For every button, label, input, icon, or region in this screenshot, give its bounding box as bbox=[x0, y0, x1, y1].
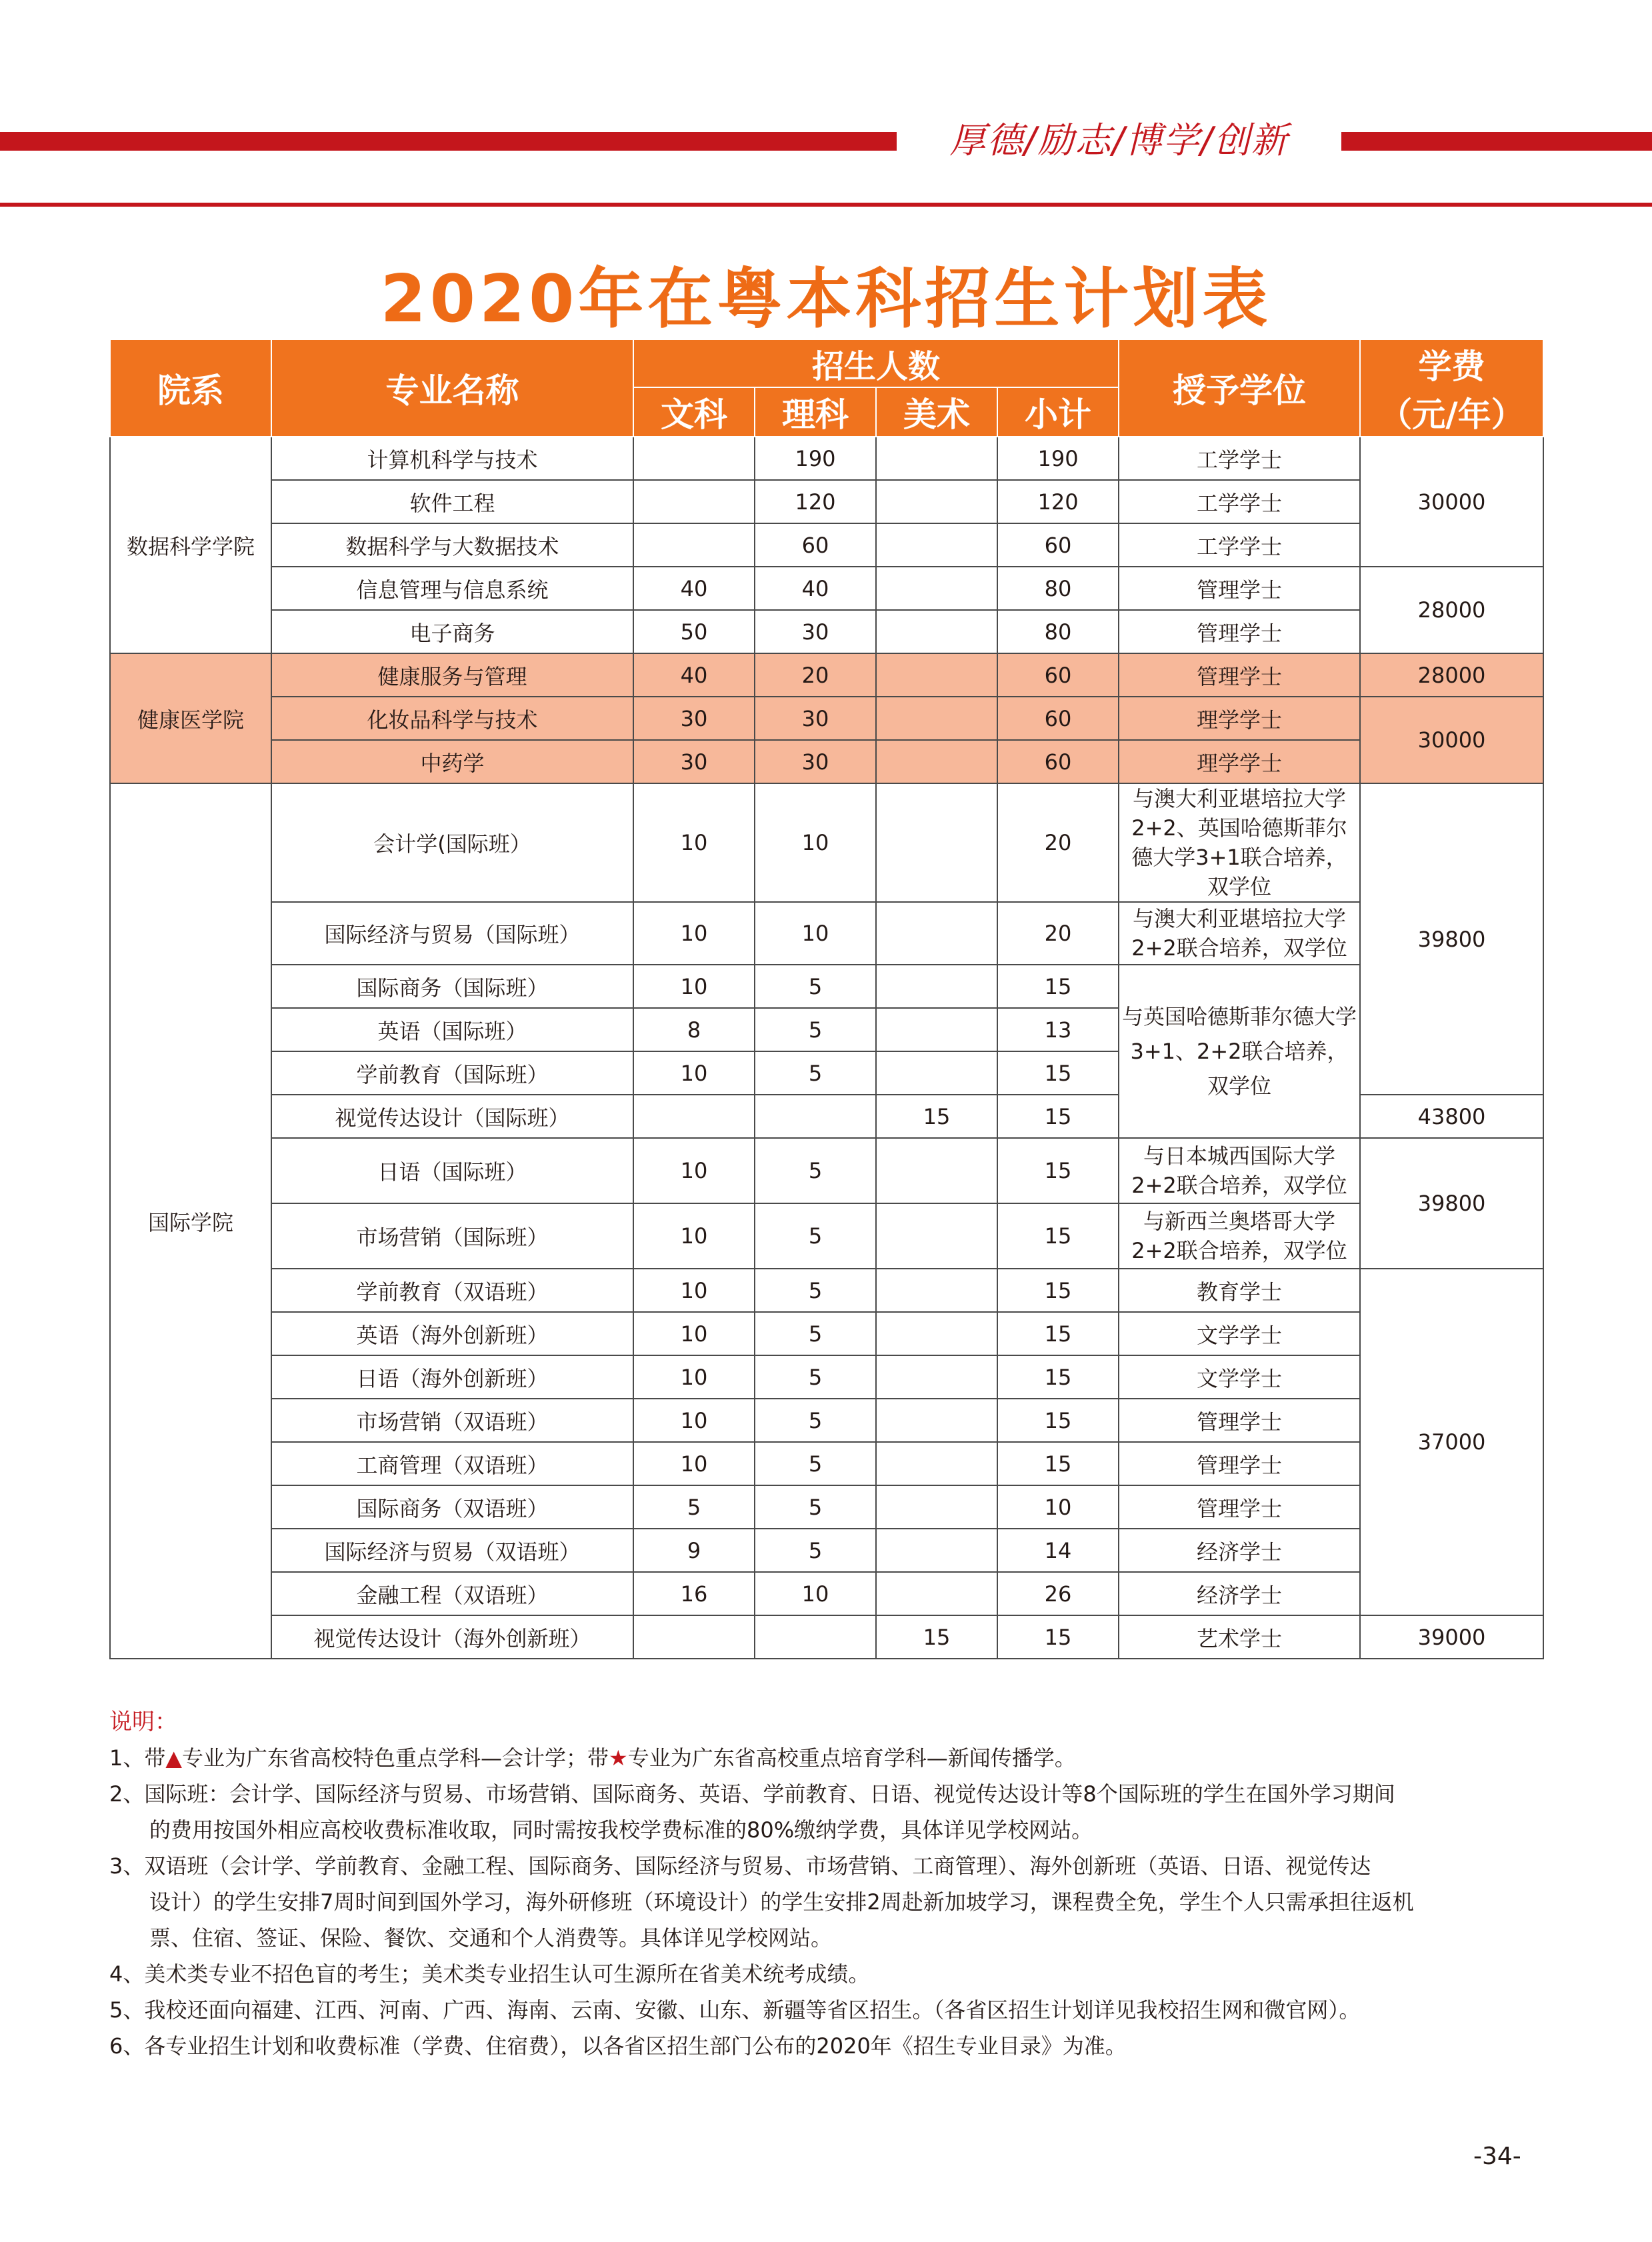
fine-arts-cell: 15 bbox=[876, 1615, 997, 1659]
table-row bbox=[110, 437, 1543, 480]
fine-arts-cell bbox=[876, 740, 997, 783]
subtotal-cell: 13 bbox=[997, 1008, 1119, 1051]
fine-arts-cell bbox=[876, 437, 997, 480]
arts-cell bbox=[633, 1095, 755, 1138]
arts-cell: 8 bbox=[633, 1008, 755, 1051]
arts-cell: 10 bbox=[633, 965, 755, 1008]
degree-cell: 与澳大利亚堪培拉大学2+2、英国哈德斯菲尔德大学3+1联合培养，双学位 bbox=[1119, 783, 1360, 902]
note-3-line-2: 设计）的学生安排7周时间到国外学习，海外研修班（环境设计）的学生安排2周赴新加坡学习，课程费全免，学生个人只需承担往返机 bbox=[149, 1889, 1414, 1915]
major-cell: 英语（国际班） bbox=[271, 1008, 633, 1051]
major-cell: 学前教育（双语班） bbox=[271, 1269, 633, 1312]
fine-arts-cell bbox=[876, 1355, 997, 1399]
header-degree: 授予学位 bbox=[1119, 339, 1360, 437]
arts-cell: 9 bbox=[633, 1529, 755, 1572]
subtotal-cell: 60 bbox=[997, 740, 1119, 783]
fine-arts-cell bbox=[876, 1203, 997, 1269]
arts-cell: 30 bbox=[633, 740, 755, 783]
tuition-cell: 28000 bbox=[1360, 653, 1543, 697]
arts-cell: 10 bbox=[633, 1312, 755, 1355]
table-row bbox=[110, 1355, 1543, 1399]
major-cell: 市场营销（国际班） bbox=[271, 1203, 633, 1269]
science-cell: 30 bbox=[755, 697, 876, 740]
major-cell: 国际经济与贸易（国际班） bbox=[271, 902, 633, 965]
science-cell bbox=[755, 1615, 876, 1659]
arts-cell: 40 bbox=[633, 567, 755, 610]
degree-cell: 管理学士 bbox=[1119, 1485, 1360, 1529]
triangle-icon: ▲ bbox=[165, 1745, 182, 1771]
table-row bbox=[110, 1485, 1543, 1529]
degree-cell: 工学学士 bbox=[1119, 437, 1360, 480]
science-cell: 5 bbox=[755, 1529, 876, 1572]
science-cell: 190 bbox=[755, 437, 876, 480]
degree-cell: 工学学士 bbox=[1119, 480, 1360, 523]
major-cell: 软件工程 bbox=[271, 480, 633, 523]
fine-arts-cell bbox=[876, 1051, 997, 1095]
page-title: 2020年在粤本科招生计划表 bbox=[380, 261, 1272, 337]
note-2-line-1: 2、国际班：会计学、国际经济与贸易、市场营销、国际商务、英语、学前教育、日语、视觉传达设计等8个国际班的学生在国外学习期间 bbox=[109, 1781, 1395, 1807]
school-motto: 厚德/励志/博学/创新 bbox=[949, 119, 1289, 161]
science-cell: 5 bbox=[755, 1008, 876, 1051]
major-cell: 信息管理与信息系统 bbox=[271, 567, 633, 610]
arts-cell bbox=[633, 437, 755, 480]
degree-cell: 管理学士 bbox=[1119, 653, 1360, 697]
science-cell: 40 bbox=[755, 567, 876, 610]
arts-cell bbox=[633, 523, 755, 567]
science-cell: 10 bbox=[755, 902, 876, 965]
header-red-band-left bbox=[0, 132, 897, 151]
table-row bbox=[110, 1269, 1543, 1312]
subtotal-cell: 15 bbox=[997, 1615, 1119, 1659]
science-cell: 5 bbox=[755, 1485, 876, 1529]
degree-cell: 文学学士 bbox=[1119, 1312, 1360, 1355]
tuition-cell: 30000 bbox=[1360, 697, 1543, 783]
degree-cell: 与英国哈德斯菲尔德大学3+1、2+2联合培养，双学位 bbox=[1119, 965, 1360, 1138]
tuition-cell: 39800 bbox=[1360, 783, 1543, 1095]
note-3-line-3: 票、住宿、签证、保险、餐饮、交通和个人消费等。具体详见学校网站。 bbox=[149, 1925, 833, 1951]
science-cell: 5 bbox=[755, 1355, 876, 1399]
header-fine-arts: 美术 bbox=[876, 387, 997, 437]
note-5: 5、我校还面向福建、江西、河南、广西、海南、云南、安徽、山东、新疆等省区招生。（各省区招生计划详见我校招生网和微官网）。 bbox=[109, 1997, 1361, 2023]
major-cell: 计算机科学与技术 bbox=[271, 437, 633, 480]
subtotal-cell: 190 bbox=[997, 437, 1119, 480]
header-science: 理科 bbox=[755, 387, 876, 437]
table-row bbox=[110, 902, 1543, 965]
major-cell: 电子商务 bbox=[271, 610, 633, 653]
arts-cell: 50 bbox=[633, 610, 755, 653]
header-red-band-right bbox=[1341, 132, 1652, 151]
notes-heading: 说明： bbox=[109, 1709, 177, 1735]
major-cell: 日语（国际班） bbox=[271, 1138, 633, 1203]
fine-arts-cell bbox=[876, 1269, 997, 1312]
degree-cell: 经济学士 bbox=[1119, 1572, 1360, 1615]
fine-arts-cell bbox=[876, 1008, 997, 1051]
science-cell: 5 bbox=[755, 965, 876, 1008]
subtotal-cell: 15 bbox=[997, 1138, 1119, 1203]
arts-cell: 10 bbox=[633, 1442, 755, 1485]
major-cell: 数据科学与大数据技术 bbox=[271, 523, 633, 567]
science-cell: 10 bbox=[755, 1572, 876, 1615]
fine-arts-cell bbox=[876, 1485, 997, 1529]
degree-cell: 管理学士 bbox=[1119, 567, 1360, 610]
major-cell: 视觉传达设计（国际班） bbox=[271, 1095, 633, 1138]
science-cell: 10 bbox=[755, 783, 876, 902]
tuition-cell: 39800 bbox=[1360, 1138, 1543, 1269]
arts-cell: 10 bbox=[633, 1269, 755, 1312]
arts-cell: 10 bbox=[633, 1399, 755, 1442]
table-row bbox=[110, 740, 1543, 783]
arts-cell: 16 bbox=[633, 1572, 755, 1615]
science-cell: 30 bbox=[755, 610, 876, 653]
subtotal-cell: 15 bbox=[997, 1312, 1119, 1355]
subtotal-cell: 10 bbox=[997, 1485, 1119, 1529]
major-cell: 国际经济与贸易（双语班） bbox=[271, 1529, 633, 1572]
fine-arts-cell bbox=[876, 1572, 997, 1615]
major-cell: 健康服务与管理 bbox=[271, 653, 633, 697]
arts-cell bbox=[633, 1615, 755, 1659]
science-cell: 5 bbox=[755, 1312, 876, 1355]
major-cell: 视觉传达设计（海外创新班） bbox=[271, 1615, 633, 1659]
subtotal-cell: 15 bbox=[997, 1355, 1119, 1399]
subtotal-cell: 15 bbox=[997, 1051, 1119, 1095]
star-icon: ★ bbox=[609, 1745, 628, 1771]
major-cell: 国际商务（双语班） bbox=[271, 1485, 633, 1529]
major-cell: 学前教育（国际班） bbox=[271, 1051, 633, 1095]
subtotal-cell: 15 bbox=[997, 1203, 1119, 1269]
degree-cell: 与新西兰奥塔哥大学2+2联合培养，双学位 bbox=[1119, 1203, 1360, 1269]
major-cell: 金融工程（双语班） bbox=[271, 1572, 633, 1615]
fine-arts-cell bbox=[876, 697, 997, 740]
table-row bbox=[110, 1615, 1543, 1659]
arts-cell: 10 bbox=[633, 1203, 755, 1269]
tuition-cell: 43800 bbox=[1360, 1095, 1543, 1138]
science-cell: 60 bbox=[755, 523, 876, 567]
degree-cell: 与日本城西国际大学2+2联合培养，双学位 bbox=[1119, 1138, 1360, 1203]
table-row bbox=[110, 1529, 1543, 1572]
subtotal-cell: 80 bbox=[997, 610, 1119, 653]
science-cell: 5 bbox=[755, 1399, 876, 1442]
degree-cell: 经济学士 bbox=[1119, 1529, 1360, 1572]
fine-arts-cell bbox=[876, 965, 997, 1008]
header-arts: 文科 bbox=[633, 387, 755, 437]
tuition-cell: 28000 bbox=[1360, 567, 1543, 653]
arts-cell: 10 bbox=[633, 783, 755, 902]
table-row bbox=[110, 653, 1543, 697]
degree-cell: 与澳大利亚堪培拉大学2+2联合培养，双学位 bbox=[1119, 902, 1360, 965]
degree-cell: 管理学士 bbox=[1119, 1399, 1360, 1442]
note-1-part-a: 1、带 bbox=[109, 1745, 166, 1771]
table-row bbox=[110, 1399, 1543, 1442]
table-row bbox=[110, 567, 1543, 610]
note-4: 4、美术类专业不招色盲的考生；美术类专业招生认可生源所在省美术统考成绩。 bbox=[109, 1961, 870, 1987]
note-2-line-2: 的费用按国外相应高校收费标准收取，同时需按我校学费标准的80%缴纳学费，具体详见学校网站。 bbox=[149, 1817, 1093, 1843]
arts-cell: 40 bbox=[633, 653, 755, 697]
header-subtotal: 小计 bbox=[997, 387, 1119, 437]
major-cell: 日语（海外创新班） bbox=[271, 1355, 633, 1399]
science-cell: 30 bbox=[755, 740, 876, 783]
header-tuition bbox=[1360, 339, 1543, 437]
arts-cell: 5 bbox=[633, 1485, 755, 1529]
subtotal-cell: 15 bbox=[997, 1442, 1119, 1485]
fine-arts-cell bbox=[876, 1529, 997, 1572]
fine-arts-cell bbox=[876, 610, 997, 653]
header-divider bbox=[0, 203, 1652, 207]
subtotal-cell: 15 bbox=[997, 1269, 1119, 1312]
science-cell: 120 bbox=[755, 480, 876, 523]
table-row bbox=[110, 523, 1543, 567]
fine-arts-cell bbox=[876, 523, 997, 567]
header-department: 院系 bbox=[110, 339, 271, 437]
subtotal-cell: 20 bbox=[997, 783, 1119, 902]
subtotal-cell: 80 bbox=[997, 567, 1119, 610]
table-row bbox=[110, 965, 1543, 1008]
note-6: 6、各专业招生计划和收费标准（学费、住宿费），以各省区招生部门公布的2020年《招生专业目录》为准。 bbox=[109, 2033, 1127, 2059]
science-cell: 5 bbox=[755, 1203, 876, 1269]
major-cell: 会计学(国际班） bbox=[271, 783, 633, 902]
science-cell bbox=[755, 1095, 876, 1138]
degree-cell: 工学学士 bbox=[1119, 523, 1360, 567]
note-3-line-1: 3、双语班（会计学、学前教育、金融工程、国际商务、国际经济与贸易、市场营销、工商管理）、海外创新班（英语、日语、视觉传达 bbox=[109, 1853, 1371, 1879]
table-row bbox=[110, 697, 1543, 740]
degree-cell: 文学学士 bbox=[1119, 1355, 1360, 1399]
tuition-cell: 30000 bbox=[1360, 437, 1543, 567]
fine-arts-cell bbox=[876, 480, 997, 523]
fine-arts-cell bbox=[876, 1442, 997, 1485]
arts-cell: 10 bbox=[633, 1138, 755, 1203]
table-row bbox=[110, 1138, 1543, 1203]
degree-cell: 理学学士 bbox=[1119, 697, 1360, 740]
subtotal-cell: 60 bbox=[997, 697, 1119, 740]
table-row bbox=[110, 1203, 1543, 1269]
fine-arts-cell bbox=[876, 567, 997, 610]
header-tuition-line1: 学费 bbox=[1418, 347, 1485, 386]
fine-arts-cell: 15 bbox=[876, 1095, 997, 1138]
notes-section bbox=[109, 1704, 1543, 2064]
page-number: -34- bbox=[1473, 2143, 1521, 2170]
note-1-part-c: 专业为广东省高校重点培育学科—新闻传播学。 bbox=[627, 1745, 1076, 1771]
table-row bbox=[110, 1312, 1543, 1355]
subtotal-cell: 15 bbox=[997, 965, 1119, 1008]
department-cell: 健康医学院 bbox=[110, 653, 271, 783]
degree-cell: 管理学士 bbox=[1119, 1442, 1360, 1485]
subtotal-cell: 14 bbox=[997, 1529, 1119, 1572]
major-cell: 市场营销（双语班） bbox=[271, 1399, 633, 1442]
fine-arts-cell bbox=[876, 902, 997, 965]
note-1 bbox=[109, 1740, 1543, 1776]
table-row bbox=[110, 783, 1543, 902]
major-cell: 工商管理（双语班） bbox=[271, 1442, 633, 1485]
degree-cell: 艺术学士 bbox=[1119, 1615, 1360, 1659]
department-cell: 数据科学学院 bbox=[110, 437, 271, 653]
science-cell: 5 bbox=[755, 1051, 876, 1095]
header-major: 专业名称 bbox=[271, 339, 633, 437]
header-enrollment: 招生人数 bbox=[633, 339, 1119, 387]
enrollment-plan-table bbox=[109, 339, 1544, 1659]
major-cell: 英语（海外创新班） bbox=[271, 1312, 633, 1355]
major-cell: 中药学 bbox=[271, 740, 633, 783]
subtotal-cell: 15 bbox=[997, 1399, 1119, 1442]
table-row bbox=[110, 1572, 1543, 1615]
fine-arts-cell bbox=[876, 1312, 997, 1355]
degree-cell: 管理学士 bbox=[1119, 610, 1360, 653]
degree-cell: 教育学士 bbox=[1119, 1269, 1360, 1312]
science-cell: 5 bbox=[755, 1269, 876, 1312]
table-row bbox=[110, 480, 1543, 523]
subtotal-cell: 15 bbox=[997, 1095, 1119, 1138]
fine-arts-cell bbox=[876, 653, 997, 697]
fine-arts-cell bbox=[876, 1399, 997, 1442]
header-tuition-line2: （元/年） bbox=[1379, 395, 1525, 434]
table-row bbox=[110, 1442, 1543, 1485]
fine-arts-cell bbox=[876, 1138, 997, 1203]
table-row bbox=[110, 610, 1543, 653]
note-1-part-b: 专业为广东省高校特色重点学科—会计学；带 bbox=[181, 1745, 609, 1771]
major-cell: 化妆品科学与技术 bbox=[271, 697, 633, 740]
major-cell: 国际商务（国际班） bbox=[271, 965, 633, 1008]
science-cell: 5 bbox=[755, 1138, 876, 1203]
tuition-cell: 37000 bbox=[1360, 1269, 1543, 1615]
tuition-cell: 39000 bbox=[1360, 1615, 1543, 1659]
arts-cell bbox=[633, 480, 755, 523]
subtotal-cell: 120 bbox=[997, 480, 1119, 523]
subtotal-cell: 60 bbox=[997, 653, 1119, 697]
degree-cell: 理学学士 bbox=[1119, 740, 1360, 783]
subtotal-cell: 26 bbox=[997, 1572, 1119, 1615]
subtotal-cell: 20 bbox=[997, 902, 1119, 965]
arts-cell: 10 bbox=[633, 1051, 755, 1095]
fine-arts-cell bbox=[876, 783, 997, 902]
science-cell: 5 bbox=[755, 1442, 876, 1485]
arts-cell: 30 bbox=[633, 697, 755, 740]
science-cell: 20 bbox=[755, 653, 876, 697]
arts-cell: 10 bbox=[633, 902, 755, 965]
department-cell: 国际学院 bbox=[110, 783, 271, 1659]
subtotal-cell: 60 bbox=[997, 523, 1119, 567]
arts-cell: 10 bbox=[633, 1355, 755, 1399]
